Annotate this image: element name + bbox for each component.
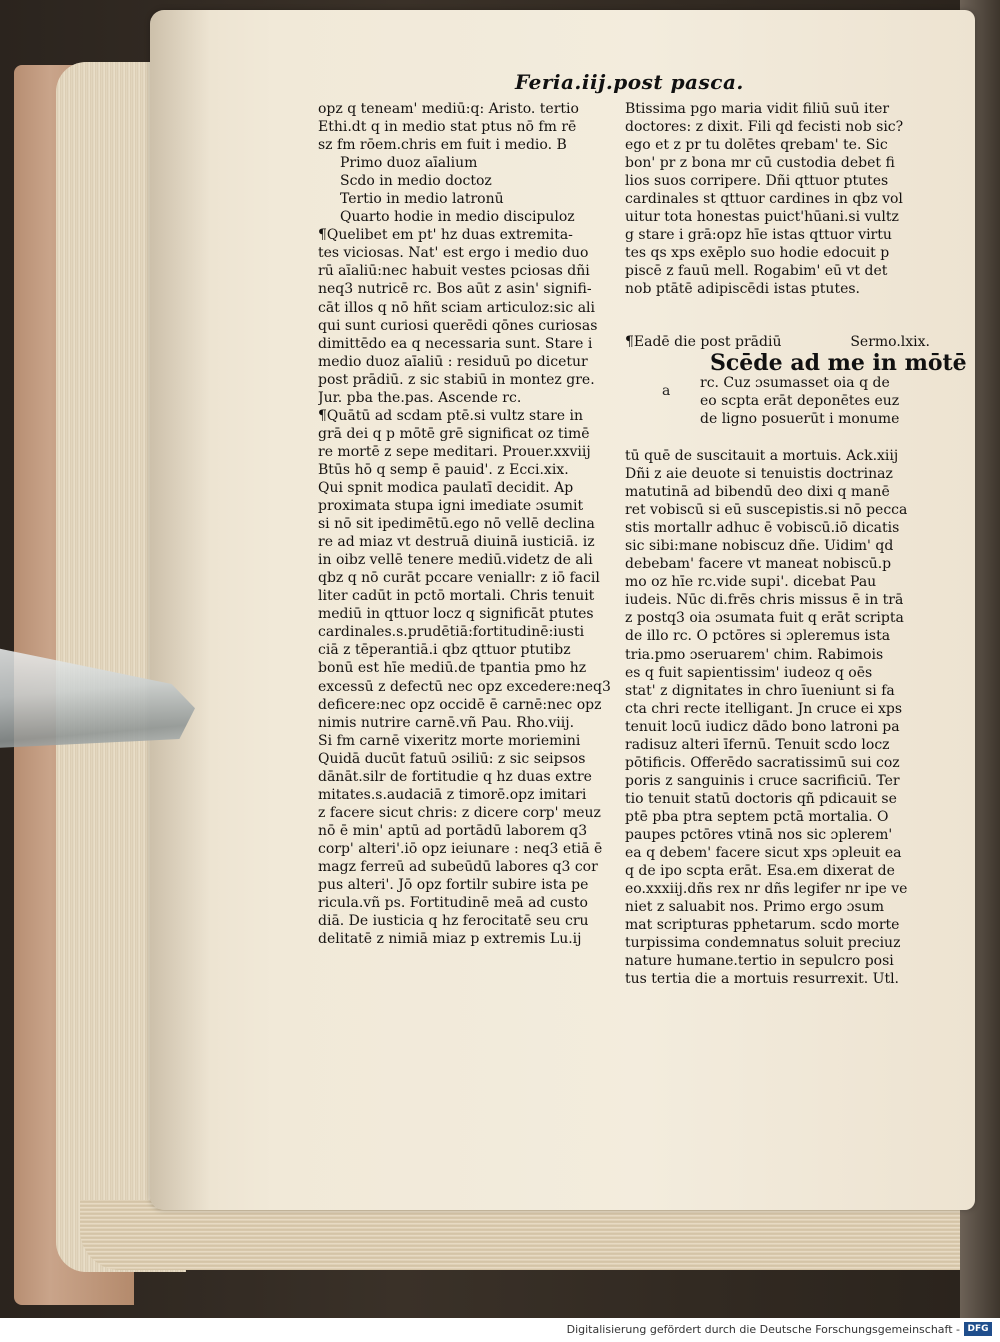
- text-line: opz q teneam' mediū:q: Aristo. tertio: [318, 101, 579, 117]
- gutter-shadow: [150, 10, 210, 1210]
- text-line: cardinales.s.prudētiā:fortitudinē:iusti: [318, 624, 585, 641]
- text-line: re ad miaz vt destruā diuinā iusticiā. iz: [318, 534, 595, 551]
- text-line: cardinales st qttuor cardines in qbz vol: [625, 191, 903, 208]
- text-line: rū aīaliū:nec habuit vestes pciosas dñi: [318, 263, 590, 280]
- running-head: Feria.iij.post pasca.: [515, 70, 744, 94]
- text-line: si nō sit ipedimētū.ego nō vellē declina: [318, 516, 595, 533]
- text-line: medio duoz aīaliū : residuū po dicetur: [318, 353, 588, 370]
- sermon-title: Scēde ad me in mōtē: [710, 350, 967, 376]
- text-line: ¶Quelibet em pt' hz duas extremita-: [318, 227, 573, 244]
- text-line: q de ipo scpta erāt. Esa.em dixerat de: [625, 863, 895, 880]
- text-line: cta chri recte itelligant. Jn cruce ei xps: [625, 700, 903, 717]
- text-line: excessū z defectū nec opz excedere:neq3: [318, 678, 611, 695]
- text-line: Jur. pba the.pas. Ascende rc.: [318, 389, 522, 406]
- text-line: proximata stupa igni imediate ɔsumit: [318, 498, 584, 515]
- text-line: dānāt.silr de fortitudie q hz duas extre: [318, 768, 592, 785]
- text-line: lios suos corripere. Dñi qttuor ptutes: [625, 173, 889, 190]
- text-line: sic sibi:mane nobiscuz dñe. Uidim' qd: [625, 538, 894, 555]
- text-line: Si fm carnē vixeritz morte moriemini: [318, 732, 581, 749]
- text-line: nimis nutrire carnē.vñ Pau. Rho.viij.: [318, 714, 575, 731]
- text-line: g stare i grā:opz hīe istas qttuor virtu: [625, 227, 892, 244]
- page-edges-bottom: [80, 1200, 980, 1270]
- text-line: re mortē z sepe meditari. Prouer.xxviij: [318, 443, 591, 460]
- text-line: nature humane.tertio in sepulcro posi: [625, 953, 894, 970]
- text-line: Btūs hō q semp ē pauid'. z Ecci.xix.: [318, 461, 569, 478]
- text-line: mitates.s.audaciā z timorē.opz imitari: [318, 786, 587, 803]
- text-line: es q fuit sapientissim' iudeoz q oēs: [625, 664, 873, 681]
- text-line: deficere:nec opz occidē ē carnē:nec opz: [318, 696, 602, 713]
- text-line: tes qs xps exēplo suo hodie edocuit p: [625, 245, 890, 262]
- text-line: tenuit locū iudicz dādo bono latroni pa: [625, 718, 900, 735]
- funding-credit: Digitalisierung gefördert durch die Deutsche Forschungsgemeinschaft -: [566, 1323, 960, 1336]
- right-text-column-lower: [700, 374, 930, 434]
- text-line: eo scpta erāt deponētes euz: [700, 393, 900, 410]
- text-line: stis mortallr adhuc ē vobiscū.iō dicatis: [625, 520, 900, 537]
- text-line: sz fm rōem.chris em fuit i medio. B: [318, 137, 567, 154]
- text-line: paupes pctōres vtinā nos sic ɔplerem': [625, 826, 893, 843]
- text-line: diā. De iusticia q hz ferocitatē seu cru: [318, 913, 589, 930]
- footer-bar: [0, 1318, 1000, 1342]
- text-line: niet z saluabit nos. Primo ergo ɔsum: [625, 899, 884, 916]
- text-line: ego et z pr tu dolētes qrebam' te. Sic: [625, 137, 888, 154]
- text-line: ricula.vñ ps. Fortitudinē meā ad custo: [318, 895, 588, 912]
- text-line: mat scripturas pphetarum. scdo morte: [625, 917, 900, 934]
- text-line: pōtificis. Offerēdo sacratissimū sui coz: [625, 754, 900, 771]
- text-line: qui sunt curiosi querēdi qōnes curiosas: [318, 317, 598, 334]
- text-line: de illo rc. O pctōres si ɔpleremus ista: [625, 628, 891, 645]
- text-line: nob ptātē adipiscēdi istas ptutes.: [625, 281, 860, 298]
- text-line: debebam' facere vt maneat nobiscū.p: [625, 556, 892, 573]
- text-line: corp' alteri'.iō opz ieiunare : neq3 etiā ē: [318, 840, 603, 857]
- text-line: grā dei q p mōtē grē significat oz timē: [318, 425, 590, 442]
- text-line: piscē z fauū mell. Rogabim' eū vt det: [625, 263, 888, 280]
- text-line: bon' pr z bona mr cū custodia debet fi: [625, 155, 895, 172]
- text-line: Scdo in medio doctoz: [340, 173, 492, 190]
- text-line: Quidā ducūt fatuū ɔsiliū: z sic seipsos: [318, 750, 586, 767]
- text-line: tes viciosas. Nat' est ergo i medio duo: [318, 245, 589, 262]
- section-letter: a: [662, 383, 671, 399]
- text-line: turpissima condemnatus soluit preciuz: [625, 935, 901, 952]
- sermon-heading-label: ¶Eadē die post prādiū: [625, 334, 782, 350]
- text-line: rc. Cuz ɔsumasset oia q de: [700, 375, 890, 391]
- sermon-number: Sermo.lxix.: [850, 334, 930, 350]
- text-line: neq3 nutricē rc. Bos aūt z asin' signifi-: [318, 281, 592, 298]
- text-line: mo oz hīe rc.vide supi'. dicebat Pau: [625, 574, 877, 591]
- text-line: radisuz alteri īfernū. Tenuit scdo locz: [625, 736, 890, 753]
- text-line: magz ferreū ad subeūdū labores q3 cor: [318, 858, 598, 875]
- text-line: delitatē z nimiā miaz p extremis Lu.ij: [318, 931, 582, 948]
- text-line: Dñi z aie deuote si tenuistis doctrinaz: [625, 466, 893, 483]
- text-line: z postq3 oia ɔsumata fuit q erāt scripta: [625, 610, 904, 627]
- text-line: ea q debem' facere sicut xps ɔpleuit ea: [625, 845, 902, 862]
- text-line: nō ē min' aptū ad portādū laborem q3: [318, 822, 588, 839]
- text-line: Ethi.dt q in medio stat ptus nō fm rē: [318, 119, 577, 136]
- text-line: qbz q nō curāt pccare veniallr: z iō facil: [318, 570, 600, 587]
- text-line: dimittēdo ea q necessaria sunt. Stare i: [318, 335, 593, 352]
- text-line: in oibz vellē tenere mediū.videtz de ali: [318, 552, 593, 569]
- text-line: Tertio in medio latronū: [340, 191, 504, 208]
- text-line: tus tertia die a mortuis resurrexit. Utl.: [625, 971, 900, 988]
- dfg-logo: DFG: [964, 1322, 992, 1336]
- text-line: iudeis. Nūc di.frēs chris missus ē in trā: [625, 592, 904, 609]
- text-line: cāt illos q nō hñt sciam articuloz:sic ali: [318, 299, 596, 316]
- text-line: Qui spnit modica paulatī decidit. Ap: [318, 479, 574, 496]
- text-line: ciā z tēperantiā.i qbz qttuor ptutibz: [318, 642, 571, 659]
- text-line: Btissima pgo maria vidit filiū suū iter: [625, 101, 890, 117]
- text-line: doctores: z dixit. Fili qd fecisti nob sic?: [625, 119, 904, 136]
- text-line: stat' z dignitates in chro īueniunt si fa: [625, 682, 895, 699]
- right-text-column-main: [625, 447, 930, 1027]
- text-line: tū quē de suscitauit a mortuis. Ack.xiij: [625, 448, 899, 464]
- text-line: matutinā ad bibendū deo dixi q manē: [625, 484, 890, 501]
- text-line: de ligno posuerūt i monume: [700, 411, 900, 428]
- text-line: poris z sanguinis i cruce sacrificiū. Ter: [625, 772, 900, 789]
- text-line: mediū in qttuor locz q significāt ptutes: [318, 606, 594, 623]
- text-line: liter cadūt in pctō mortali. Chris tenuit: [318, 588, 595, 605]
- text-line: bonū est hīe mediū.de tpantia pmo hz: [318, 660, 587, 677]
- text-line: eo.xxxiij.dñs rex nr dñs legifer nr ipe ve: [625, 881, 908, 898]
- text-line: post prādiū. z sic stabiū in montez gre.: [318, 371, 595, 388]
- text-line: uitur tota honestas puict'hūani.si vultz: [625, 209, 899, 226]
- text-line: pus alteri'. Jō opz fortilr subire ista pe: [318, 877, 589, 894]
- text-line: Primo duoz aīalium: [340, 155, 478, 172]
- text-line: tria.pmo ɔseruarem' chim. Rabimois: [625, 646, 884, 663]
- left-text-column: [318, 100, 618, 1030]
- text-line: ¶Quātū ad scdam ptē.si vultz stare in: [318, 407, 584, 424]
- text-line: tio tenuit statū doctoris qñ pdicauit se: [625, 790, 897, 807]
- text-line: ret vobiscū si eū suscepistis.si nō pecca: [625, 502, 908, 519]
- text-line: Quarto hodie in medio discipuloz: [340, 209, 575, 226]
- text-line: ptē pba ptra septem pctā mortalia. O: [625, 808, 889, 825]
- text-line: z facere sicut chris: z dicere corp' meuz: [318, 804, 601, 821]
